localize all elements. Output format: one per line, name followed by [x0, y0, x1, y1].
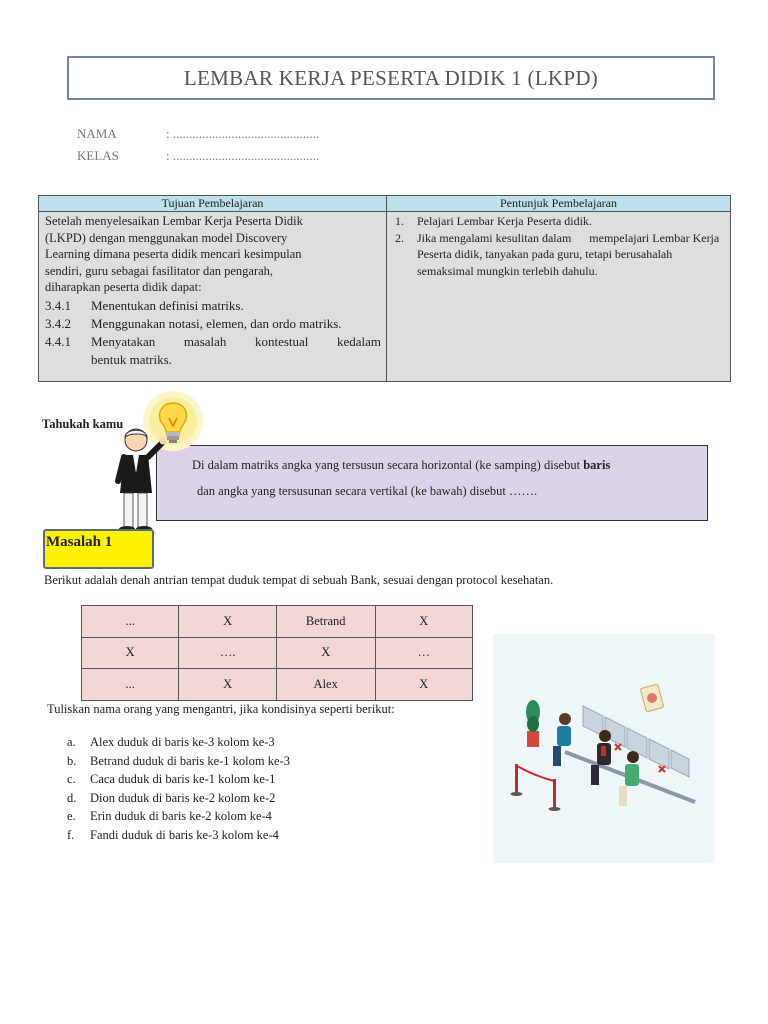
seat-cell: X: [82, 637, 179, 669]
direction-text: Jika mengalami kesulitan dalam mempelajari Lembar Kerja Peserta didik, tanyakan pada guru, tetapi berusahalah semaksimal mungkin terlebih dahulu.: [417, 230, 723, 278]
objective-number: 4.4.1: [45, 333, 71, 349]
objectives-header: Tujuan Pembelajaran: [39, 196, 387, 212]
seat-cell: Betrand: [276, 606, 375, 638]
task-text: Fandi duduk di baris ke-3 kolom ke-4: [90, 827, 279, 842]
direction-number: 2.: [395, 230, 404, 245]
task-text: Caca duduk di baris ke-1 kolom ke-1: [90, 772, 276, 786]
direction-item: [391, 230, 725, 280]
name-label: NAMA: [77, 126, 117, 141]
objectives-intro-line: sendiri, guru sebagai fasilitator dan pengarah,: [45, 263, 274, 278]
seat-cell: ...: [82, 669, 179, 701]
seat-cell: …: [375, 637, 473, 669]
info-text: Di dalam matriks angka yang tersusun secara horizontal (ke samping) disebut: [192, 458, 584, 472]
list-item: [67, 752, 290, 771]
task-text: Betrand duduk di baris ke-1 kolom ke-3: [90, 753, 290, 768]
direction-text: Pelajari Lembar Kerja Peserta didik.: [417, 214, 592, 228]
task-letter: e.: [67, 809, 76, 823]
objectives-intro-line: diharapkan peserta didik dapat:: [45, 280, 202, 294]
seat-cell: X: [179, 606, 277, 638]
bank-queue-svg: [493, 634, 715, 863]
table-row: [82, 606, 473, 638]
task-text: Erin duduk di baris ke-2 kolom ke-4: [90, 809, 272, 823]
seat-cell: ...: [82, 606, 179, 638]
objective-item: [45, 315, 381, 333]
title-box: [67, 56, 715, 100]
objectives-intro-line: Setelah menyelesaikan Lembar Kerja Peserta Didik: [45, 214, 303, 228]
seat-cell: X: [375, 669, 473, 701]
list-item: [67, 733, 290, 752]
seat-cell: ….: [179, 637, 277, 669]
objective-text: Menggunakan notasi, elemen, dan ordo matriks.: [91, 315, 342, 331]
objectives-intro-line: Learning dimana peserta didik mencari kesimpulan: [45, 247, 302, 261]
seat-cell: X: [276, 637, 375, 669]
task-text: Dion duduk di baris ke-2 kolom ke-2: [90, 790, 276, 805]
objective-text: Menyatakan masalah kontestual kedalam: [91, 333, 381, 349]
list-item: [67, 770, 290, 789]
objective-number: 3.4.2: [45, 315, 71, 331]
info-bold-term: baris: [583, 458, 611, 472]
task-list: [67, 733, 290, 844]
directions-header: Pentunjuk Pembelajaran: [387, 196, 731, 212]
task-letter: c.: [67, 772, 76, 786]
objective-text: bentuk matriks.: [91, 351, 172, 367]
page-title: LEMBAR KERJA PESERTA DIDIK 1 (LKPD): [183, 65, 599, 90]
directions-list: [391, 213, 725, 279]
list-item: [67, 789, 290, 808]
class-field[interactable]: : .............................................: [166, 148, 320, 163]
task-letter: a.: [67, 735, 76, 749]
info-line-2: dan angka yang tersusunan secara vertikal (ke bawah) disebut …….: [197, 484, 538, 498]
class-label: KELAS: [77, 148, 119, 163]
list-item: [67, 826, 290, 845]
directions-cell: [387, 212, 731, 382]
task-letter: d.: [67, 790, 77, 805]
objective-text: Menentukan definisi matriks.: [91, 297, 244, 313]
table-row: [82, 637, 473, 669]
bank-queue-illustration: [493, 634, 715, 863]
direction-number: 1.: [395, 214, 404, 228]
seat-cell: X: [179, 669, 277, 701]
objectives-cell: [39, 212, 387, 382]
learning-table: [38, 195, 731, 382]
objectives-intro-line: (LKPD) dengan menggunakan model Discovery: [45, 230, 288, 245]
objective-item: [45, 297, 381, 315]
task-letter: f.: [67, 827, 75, 842]
table-row: [82, 669, 473, 701]
name-field[interactable]: : .............................................: [166, 126, 320, 141]
seat-cell: X: [375, 606, 473, 638]
problem-intro: Berikut adalah denah antrian tempat duduk tempat di sebuah Bank, sesuai dengan protocol kesehatan.: [44, 573, 554, 587]
direction-item: [391, 213, 725, 230]
problem-instruction: Tuliskan nama orang yang mengantri, jika kondisinya seperti berikut:: [47, 702, 395, 716]
seating-table: [81, 605, 473, 701]
did-you-know-label: Tahukah kamu: [42, 417, 124, 431]
seat-cell: Alex: [276, 669, 375, 701]
objective-continuation: [45, 351, 381, 369]
task-letter: b.: [67, 753, 77, 768]
list-item: [67, 807, 290, 826]
objective-item: [45, 333, 381, 351]
problem-label: Masalah 1: [43, 529, 154, 569]
objective-number: 3.4.1: [45, 297, 71, 313]
teacher-figure: [112, 425, 172, 537]
info-box: [156, 445, 708, 521]
task-text: Alex duduk di baris ke-3 kolom ke-3: [90, 735, 275, 749]
info-line-1: [192, 458, 610, 473]
